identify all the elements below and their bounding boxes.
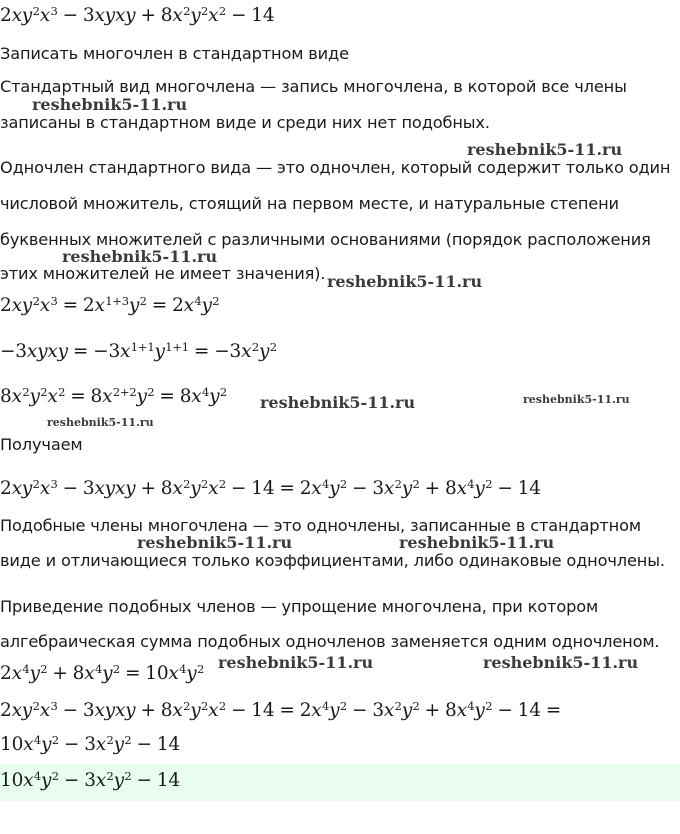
definition-reduction-line1: Приведение подобных членов — упрощение многочлена, при котором [0,597,599,616]
watermark: reshebnik5-11.ru [467,140,623,159]
watermark: reshebnik5-11.ru [483,653,639,672]
answer-expression: $10x^4y^2 - 3x^2y^2 - 14$ [0,768,180,791]
step-2-expression: −3xyxy = $-3x^{1+1}y^{1+1} = -3x^2y^2$ [0,339,277,362]
definition-similar-terms-line1: Подобные члены многочлена — это одночлены, записанные в стандартном [0,516,641,535]
watermark: reshebnik5-11.ru [137,533,293,552]
definition-reduction-line2: алгебраическая сумма подобных одночленов заменяется одним одночленом. [0,632,660,651]
watermark: reshebnik5-11.ru [47,416,154,429]
watermark: reshebnik5-11.ru [260,393,416,412]
combine-expression: $2x^4y^2 + 8x^4y^2 = 10x^4y^2$ [0,661,205,684]
definition-monomial-line3: буквенных множителей с различными основаниями (порядок расположения [0,230,651,249]
watermark: reshebnik5-11.ru [523,393,630,406]
result-label: Получаем [0,435,83,454]
result-expression: $2xy^2x^3$ − 3xyxy + $8x^2y^2x^2 - 14 = 2x^4y^2 - 3x^2y^2 + 8x^4y^2 - 14$ [0,476,541,499]
watermark: reshebnik5-11.ru [32,95,188,114]
definition-monomial-line1: Одночлен стандартного вида — это одночлен, который содержит только один [0,158,671,177]
definition-monomial-line4: этих множителей не имеет значения). [0,264,326,283]
watermark: reshebnik5-11.ru [62,247,218,266]
watermark: reshebnik5-11.ru [218,653,374,672]
task-expression: $2xy^2x^3$ − 3xyxy + $8x^2y^2x^2 - 14$ [0,3,275,26]
watermark: reshebnik5-11.ru [327,272,483,291]
step-3-expression: $8x^2y^2x^2 = 8x^{2+2}y^2 = 8x^4y^2$ [0,384,228,407]
definition-similar-terms-line2: виде и отличающиеся только коэффициентами, либо одинаковые одночлены. [0,551,665,570]
definition-monomial-line2: числовой множитель, стоящий на первом месте, и натуральные степени [0,194,619,213]
final-expression-line1: $2xy^2x^3$ − 3xyxy + $8x^2y^2x^2 - 14 = 2x^4y^2 - 3x^2y^2 + 8x^4y^2 - 14$ = [0,698,562,721]
definition-standard-polynomial-line1: Стандартный вид многочлена — запись многочлена, в которой все члены [0,77,627,96]
step-1-expression: $2xy^2x^3 = 2x^{1+3}y^2 = 2x^4y^2$ [0,293,220,316]
instruction-text: Записать многочлен в стандартном виде [0,44,349,63]
watermark: reshebnik5-11.ru [399,533,555,552]
definition-standard-polynomial-line2: записаны в стандартном виде и среди них нет подобных. [0,113,490,132]
final-expression-line2: $10x^4y^2 - 3x^2y^2 - 14$ [0,732,180,755]
